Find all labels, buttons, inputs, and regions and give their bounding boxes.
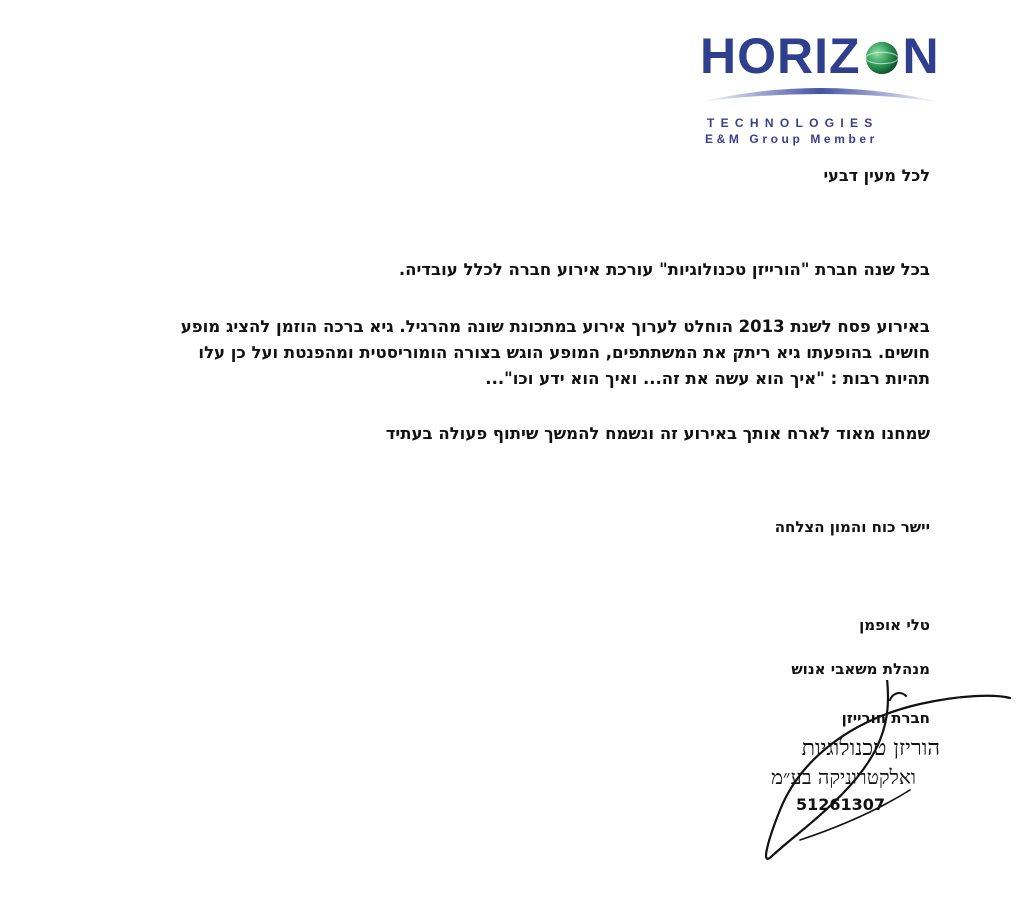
logo-wordmark	[700, 26, 940, 86]
company-stamp	[760, 735, 960, 825]
letter-paragraph-3: שמחנו מאוד לארח אותך באירוע זה ונשמח להמשך שיתוף פעולה בעתיד	[385, 424, 930, 443]
paragraph-2-line: חושים. בהופעתו גיא ריתק את המשתתפים, המופע הוגש בצורה הומוריסטית ומהפנטת ועל כן עלו	[198, 343, 930, 362]
logo-tagline: TECHNOLOGIES	[707, 116, 879, 130]
logo-word-start: HORIZ	[700, 28, 861, 84]
letter-paragraph-1: בכל שנה חברת "הורייזן טכנולוגיות" עורכת אירוע חברה לכלל עובדיה.	[398, 260, 930, 279]
globe-icon	[863, 39, 901, 77]
stamp-company-type: ואלקטרוניקה בע״מ	[771, 765, 916, 789]
signer-name: טלי אופמן	[859, 616, 930, 634]
stamp-company-name: הוריזן טכנולוגיות	[801, 736, 940, 761]
letter-closing: יישר כוח והמון הצלחה	[774, 518, 930, 536]
company-logo	[700, 22, 940, 146]
signer-company: חברת הורייזן	[841, 709, 930, 727]
paragraph-2-line: תהיות רבות : "איך הוא עשה את זה... ואיך הוא ידע וכו"...	[485, 369, 930, 388]
paragraph-2-line: באירוע פסח לשנת 2013 הוחלט לערוך אירוע במתכונת שונה מהרגיל. גיא ברכה הוזמן להציג מופע	[180, 317, 930, 336]
logo-swoosh	[700, 80, 940, 110]
logo-word-end: N	[902, 28, 940, 84]
signer-title: מנהלת משאבי אנוש	[791, 660, 930, 678]
stamp-registration-number: 51261307	[796, 795, 886, 814]
letter-recipient: לכל מעין דבעי	[823, 166, 930, 185]
logo-member-line: E&M Group Member	[705, 132, 878, 146]
letter-paragraph-2	[110, 314, 930, 392]
